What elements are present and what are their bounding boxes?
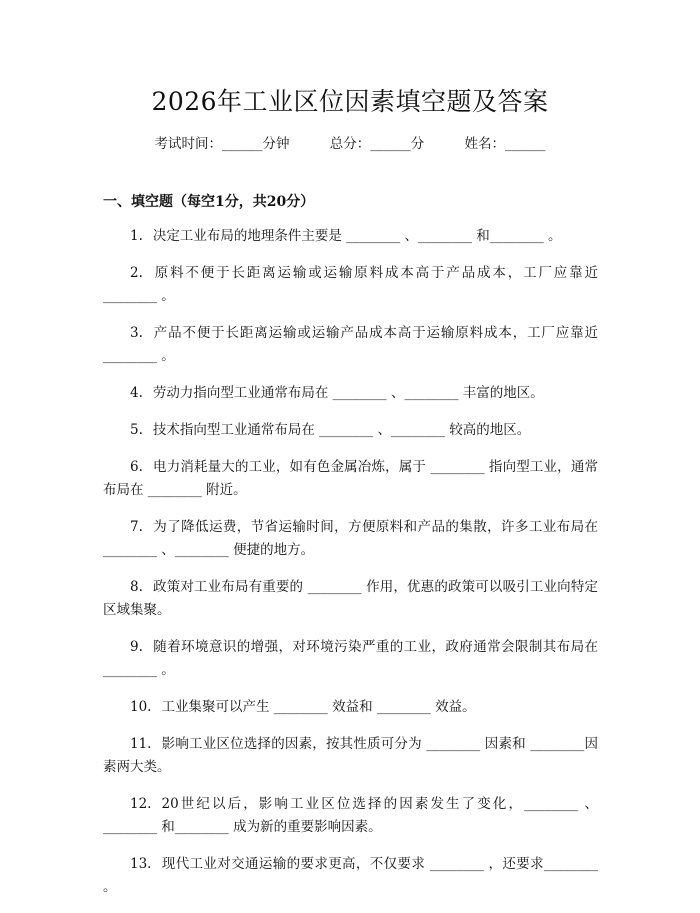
question-list bbox=[103, 225, 598, 913]
question-text: 20世纪以后，影响工业区位选择的因素发生了变化，________ 、________ 和________ 成为新的重要影响因素。 bbox=[103, 796, 598, 835]
question-text: 影响工业区位选择的因素，按其性质可分为 ________ 因素和 ________因素两大类。 bbox=[103, 736, 598, 775]
question-text: 工业集聚可以产生 ________ 效益和 ________ 效益。 bbox=[161, 699, 476, 715]
question-number: 7. bbox=[130, 519, 143, 535]
question-number: 10. bbox=[130, 699, 152, 715]
question-1 bbox=[103, 225, 598, 248]
question-13 bbox=[103, 853, 598, 899]
exam-time: 考试时间：______分钟 bbox=[154, 136, 290, 152]
question-8 bbox=[103, 576, 598, 622]
question-number: 3. bbox=[130, 325, 143, 341]
question-2 bbox=[103, 262, 598, 308]
question-11 bbox=[103, 733, 598, 779]
question-text: 原料不便于长距离运输或运输原料成本高于产品成本，工厂应靠近________ 。 bbox=[103, 265, 598, 304]
question-9 bbox=[103, 636, 598, 682]
question-text: 技术指向型工业通常布局在 ________ 、________ 较高的地区。 bbox=[152, 422, 531, 438]
question-number: 8. bbox=[130, 579, 143, 595]
question-text: 产品不便于长距离运输或运输产品成本高于运输原料成本，工厂应靠近________ 。 bbox=[103, 325, 598, 364]
question-4 bbox=[103, 382, 598, 405]
question-number: 4. bbox=[130, 385, 143, 401]
question-12 bbox=[103, 793, 598, 839]
question-text: 现代工业对交通运输的要求更高，不仅要求 ________ ，还要求________ 。 bbox=[103, 856, 598, 895]
question-7 bbox=[103, 516, 598, 562]
question-text: 决定工业布局的地理条件主要是 ________ 、________ 和________ 。 bbox=[152, 228, 562, 244]
exam-score: 总分：______分 bbox=[329, 136, 425, 152]
question-text: 电力消耗量大的工业，如有色金属冶炼，属于 ________ 指向型工业，通常布局在 ________ 附近。 bbox=[103, 459, 598, 498]
question-3 bbox=[103, 322, 598, 368]
question-number: 6. bbox=[130, 459, 143, 475]
question-number: 13. bbox=[130, 856, 152, 872]
question-text: 为了降低运费，节省运输时间，方便原料和产品的集散，许多工业布局在________ 、________ 便捷的地方。 bbox=[103, 519, 598, 558]
question-number: 9. bbox=[130, 639, 143, 655]
page-title: 2026年工业区位因素填空题及答案 bbox=[151, 87, 549, 116]
section-heading: 一、填空题（每空1分，共20分） bbox=[103, 194, 315, 210]
question-number: 12. bbox=[130, 796, 152, 812]
question-number: 5. bbox=[130, 422, 143, 438]
question-number: 2. bbox=[130, 265, 143, 281]
question-text: 随着环境意识的增强，对环境污染严重的工业，政府通常会限制其布局在________ 。 bbox=[103, 639, 598, 678]
exam-name: 姓名：______ bbox=[464, 136, 546, 152]
question-number: 11. bbox=[130, 736, 152, 752]
exam-info bbox=[0, 132, 700, 152]
question-number: 1. bbox=[130, 228, 143, 244]
question-text: 政策对工业布局有重要的 ________ 作用，优惠的政策可以吸引工业向特定区域集聚。 bbox=[103, 579, 598, 618]
question-text: 劳动力指向型工业通常布局在 ________ 、________ 丰富的地区。 bbox=[152, 385, 544, 401]
question-6 bbox=[103, 456, 598, 502]
question-5 bbox=[103, 419, 598, 442]
question-10 bbox=[103, 696, 598, 719]
